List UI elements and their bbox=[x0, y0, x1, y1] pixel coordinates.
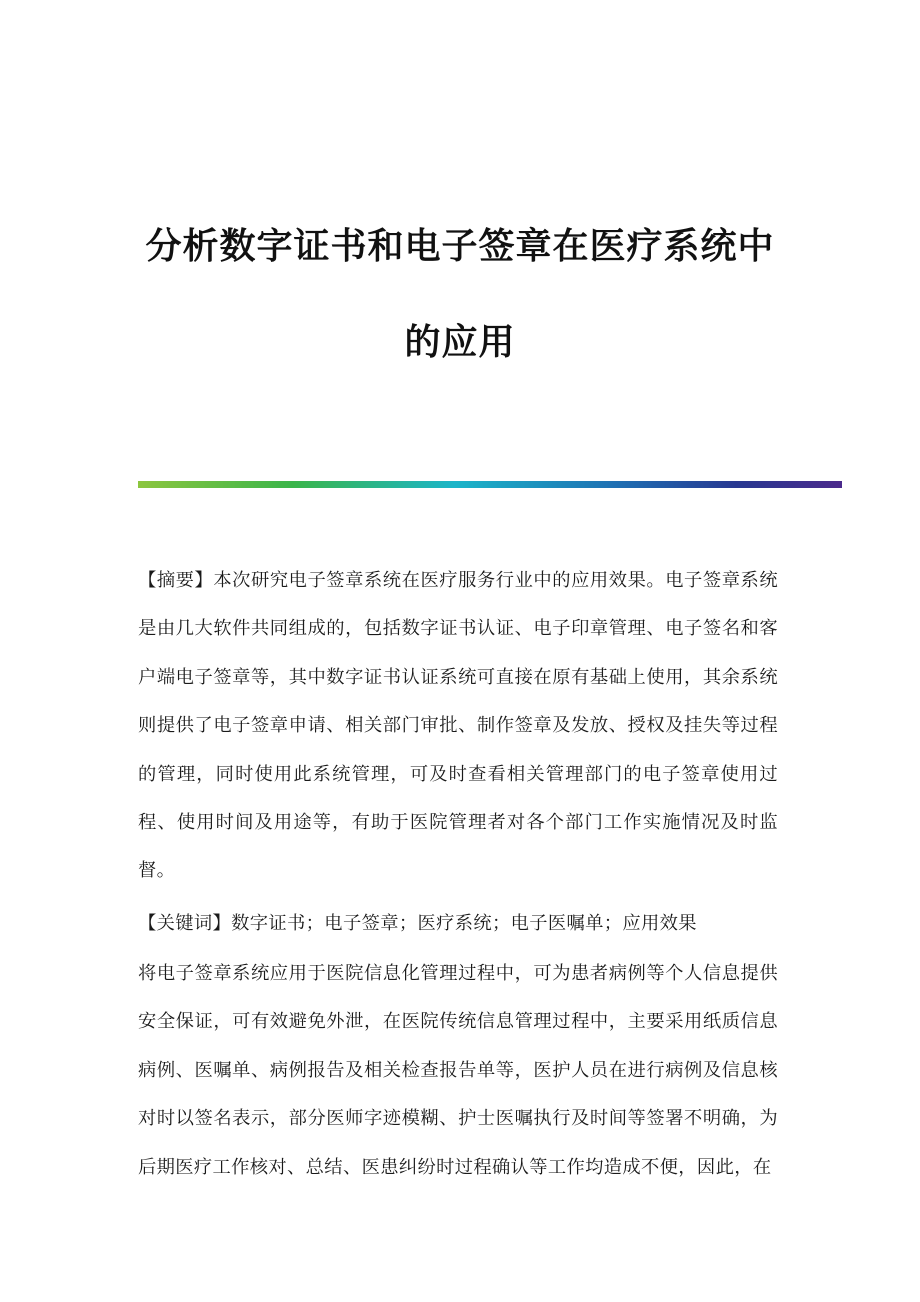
document-title-line-2: 的应用 bbox=[404, 322, 516, 363]
body-paragraph: 将电子签章系统应用于医院信息化管理过程中，可为患者病例等个人信息提供安全保证，可有效避免外泄，在医院传统信息管理过程中，主要采用纸质信息病例、医嘱单、病例报告及相关检查报告单等，医护人员在进行病例及信息核对时以签名表示，部分医师字迹模糊、护士医嘱执行及时间等签署不明确，为后期医疗工作核对、总结、医患纠纷时过程确认等工作均造成不便，因此，在 bbox=[138, 963, 778, 1178]
keywords-paragraph bbox=[138, 900, 778, 948]
document-title-line-1: 分析数字证书和电子签章在医疗系统中 bbox=[145, 226, 775, 267]
abstract-label: 【摘要】 bbox=[138, 570, 214, 591]
keywords-label: 【关键词】 bbox=[138, 913, 232, 934]
abstract-text: 本次研究电子签章系统在医疗服务行业中的应用效果。电子签章系统是由几大软件共同组成的，包括数字证书认证、电子印章管理、电子签名和客户端电子签章等，其中数字证书认证系统可直接在原有基础上使用，其余系统则提供了电子签章申请、相关部门审批、制作签章及发放、授权及挂失等过程的管理，同时使用此系统管理，可及时查看相关管理部门的电子签章使用过程、使用时间及用途等，有助于医院管理者对各个部门工作实施情况及时监督。 bbox=[138, 570, 779, 882]
abstract-paragraph bbox=[138, 557, 778, 896]
title-divider bbox=[138, 481, 842, 488]
keywords-text: 数字证书；电子签章；医疗系统；电子医嘱单；应用效果 bbox=[231, 913, 697, 934]
